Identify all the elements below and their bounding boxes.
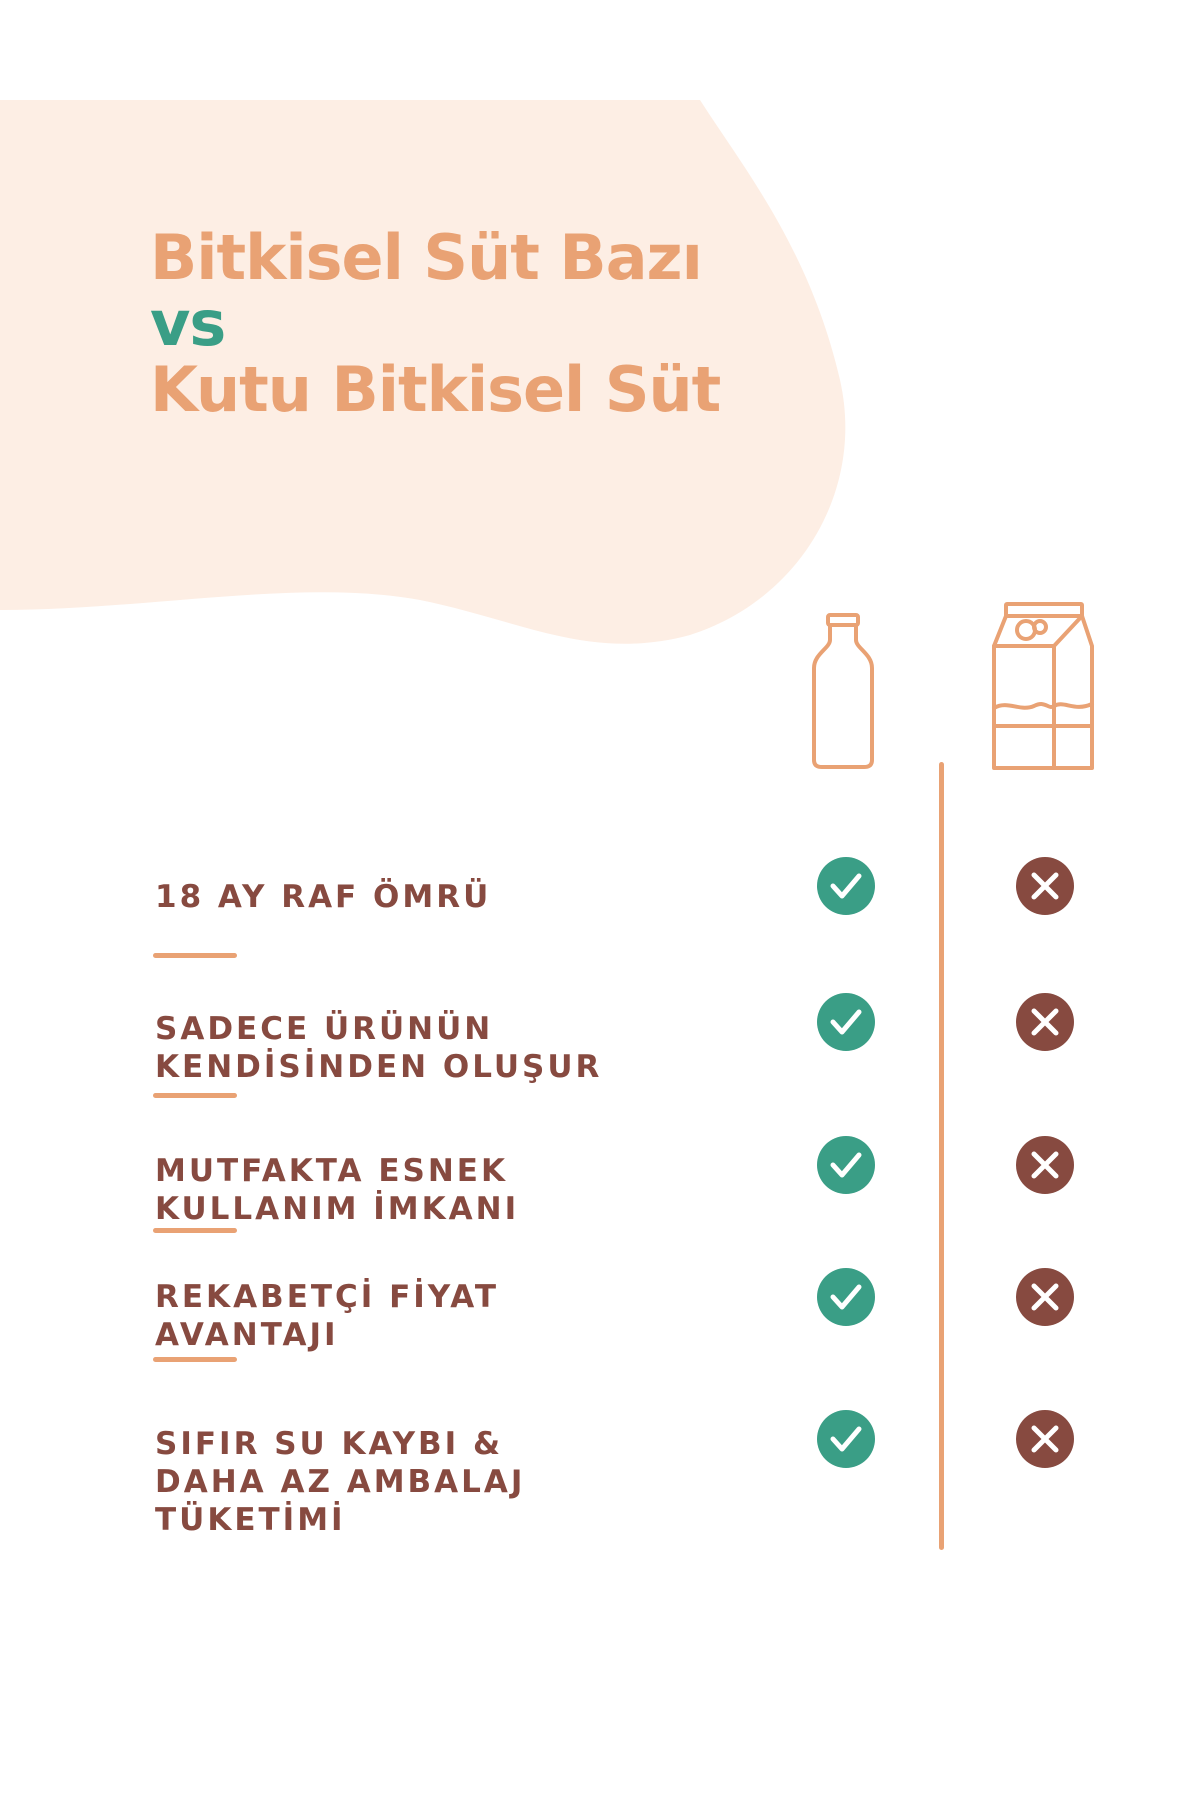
check-circle-icon [817, 1410, 875, 1468]
check-circle-icon [817, 1268, 875, 1326]
milk-carton-icon [990, 600, 1096, 772]
feature-label: MUTFAKTA ESNEK KULLANIM İMKANI [155, 1153, 520, 1227]
feature-label: REKABETÇİ FİYAT AVANTAJI [155, 1279, 500, 1353]
cross-circle-icon [1016, 993, 1074, 1051]
cross-circle-icon [1016, 1136, 1074, 1194]
column-divider [939, 762, 944, 1550]
milk-bottle-icon [808, 612, 878, 770]
title-vs: vs [150, 287, 226, 360]
feature-separator [153, 1093, 237, 1098]
feature-label: SADECE ÜRÜNÜN KENDİSİNDEN OLUŞUR [155, 1011, 603, 1085]
cross-circle-icon [1016, 1268, 1074, 1326]
check-circle-icon [817, 857, 875, 915]
title-line-1: Bitkisel Süt Bazı [150, 221, 702, 294]
check-circle-icon [817, 993, 875, 1051]
feature-separator [153, 1357, 237, 1362]
page-title [150, 221, 721, 426]
cross-circle-icon [1016, 1410, 1074, 1468]
cross-circle-icon [1016, 857, 1074, 915]
title-line-2: Kutu Bitkisel Süt [150, 353, 721, 426]
feature-label: 18 AY RAF ÖMRÜ [155, 879, 492, 915]
feature-label: SIFIR SU KAYBI & DAHA AZ AMBALAJ TÜKETİMİ [155, 1426, 526, 1538]
feature-separator [153, 953, 237, 958]
check-circle-icon [817, 1136, 875, 1194]
feature-separator [153, 1228, 237, 1233]
